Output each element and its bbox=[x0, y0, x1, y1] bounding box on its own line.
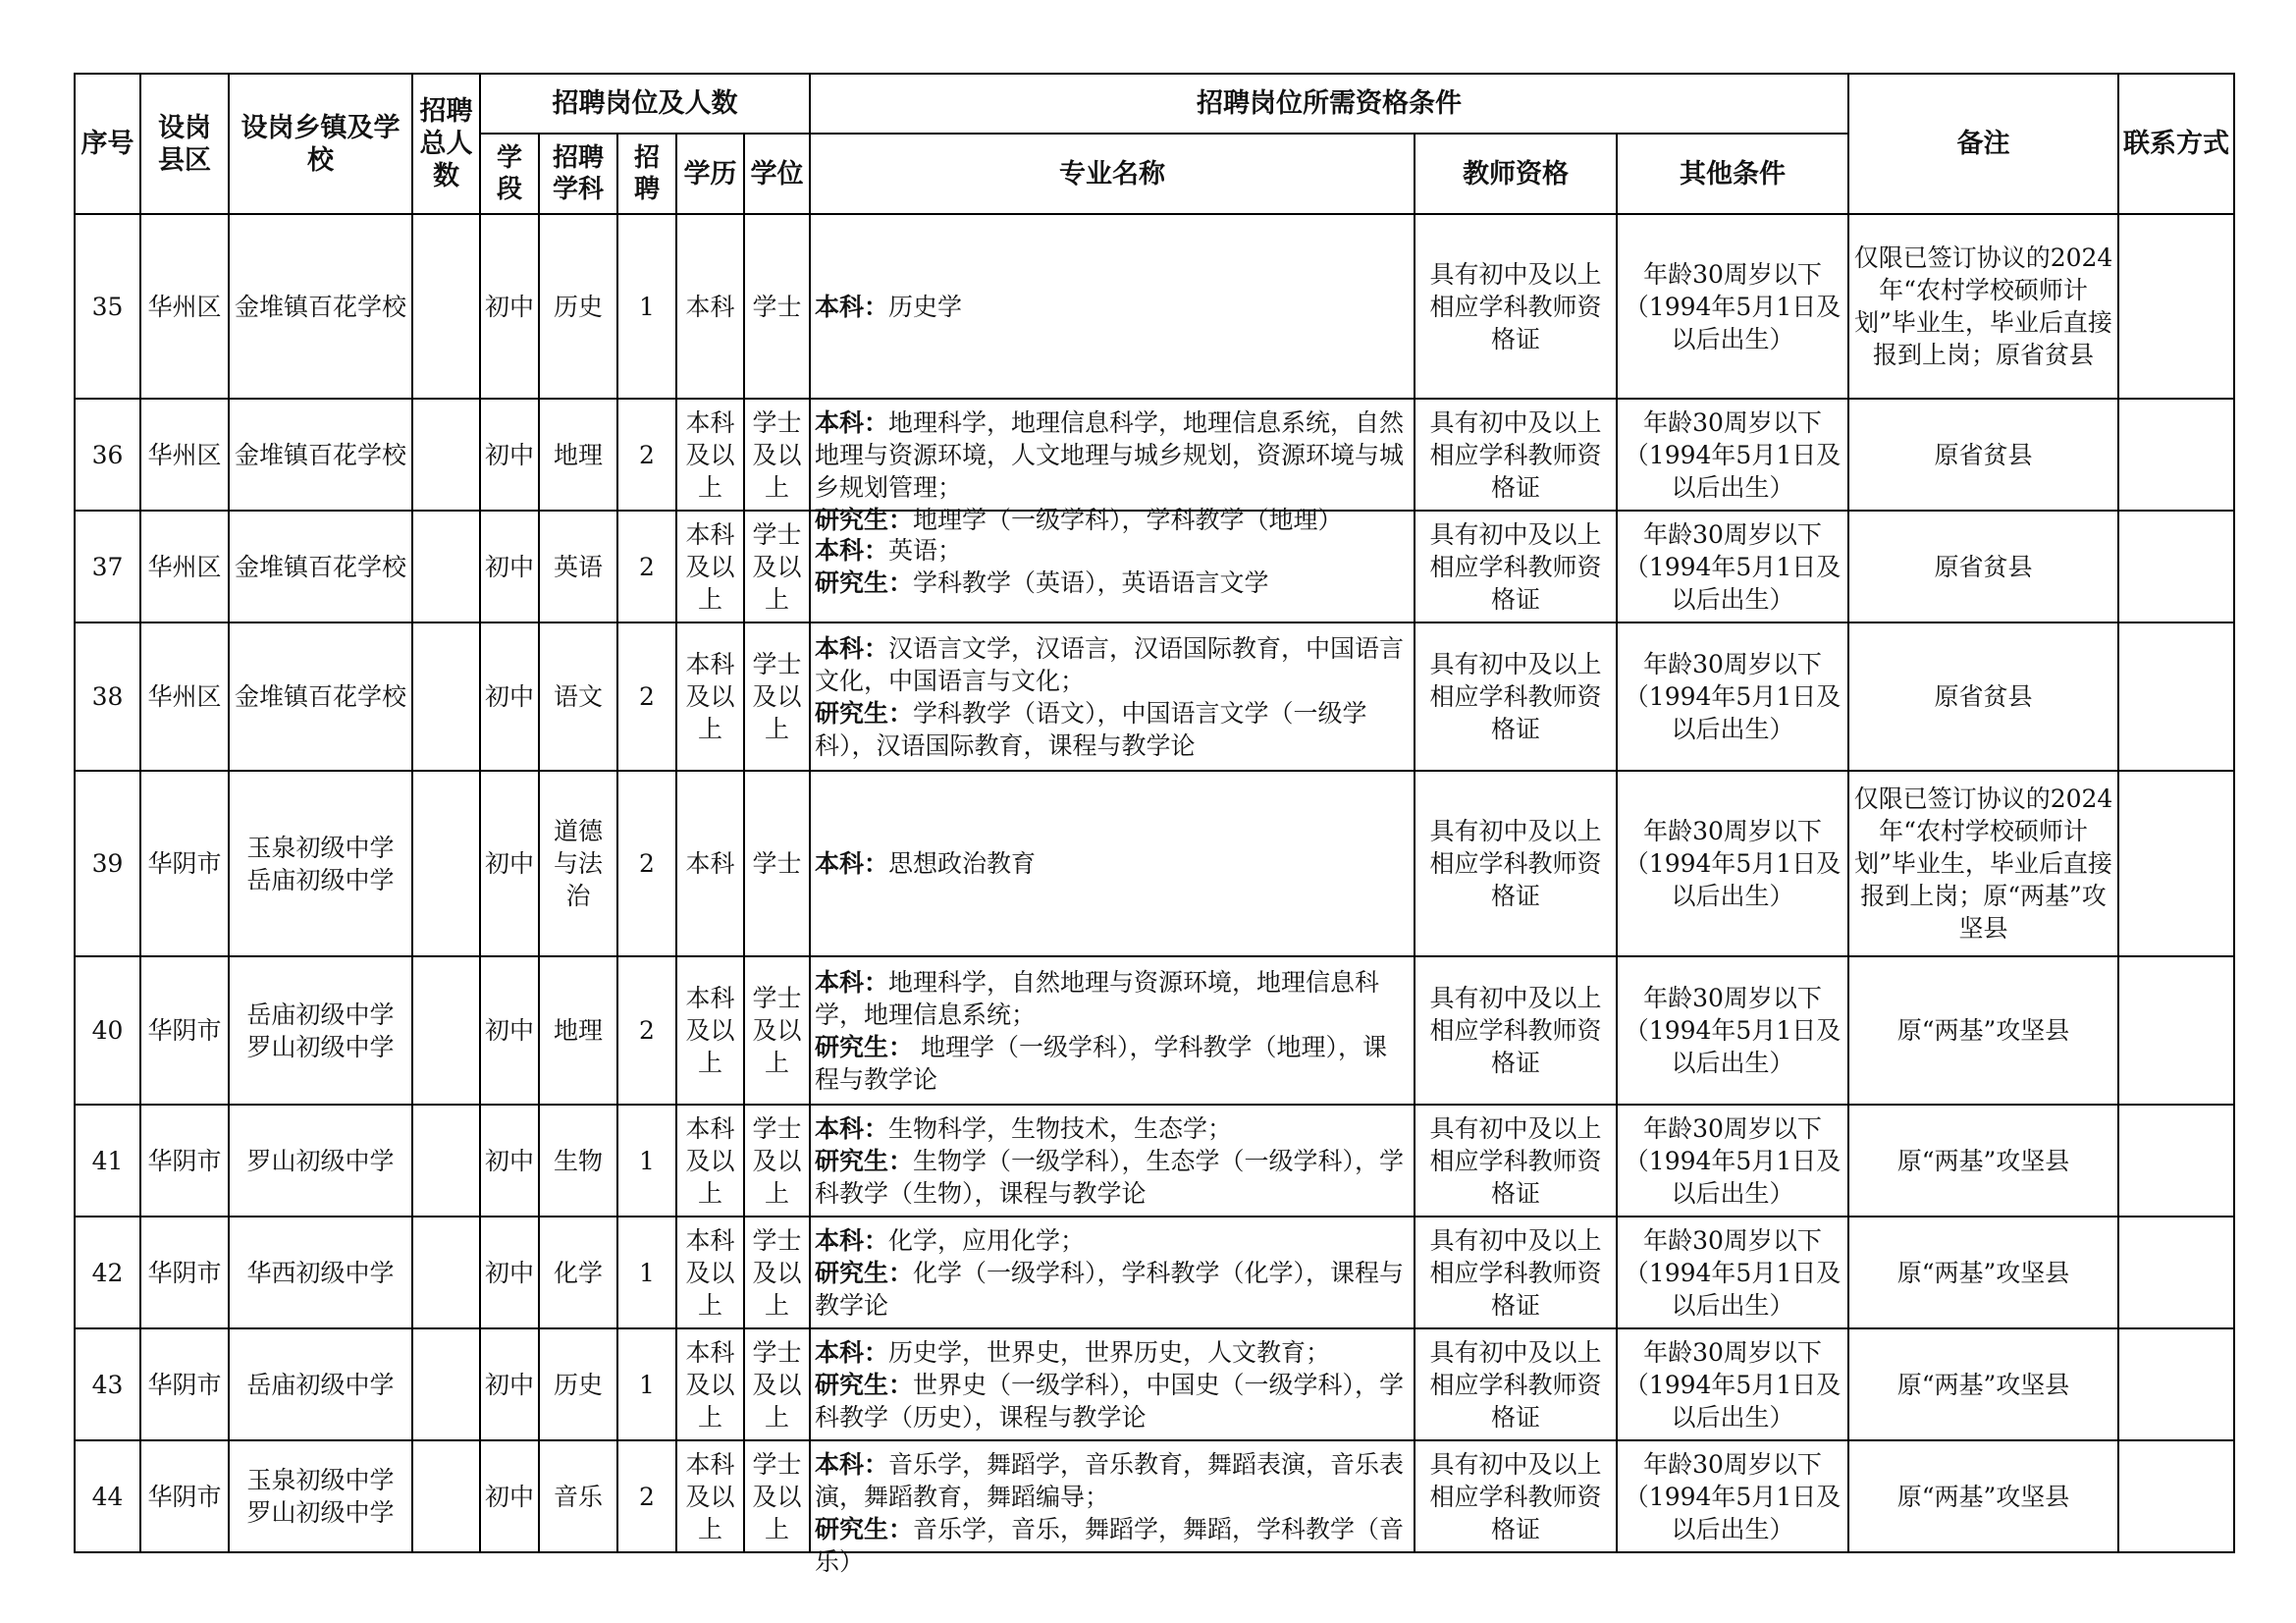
major-postgrad-label: 研究生： bbox=[815, 1370, 914, 1399]
major-postgrad-text: 生物学（一级学科），生态学（一级学科），学科教学（生物），课程与教学论 bbox=[815, 1146, 1405, 1208]
cell-school: 岳庙初级中学 罗山初级中学 bbox=[229, 956, 412, 1105]
cell-seq: 42 bbox=[75, 1217, 140, 1328]
major-undergrad-label: 本科： bbox=[815, 967, 889, 997]
major-postgrad-label: 研究生： bbox=[815, 505, 914, 534]
cell-other: 年龄30周岁以下（1994年5月1日及以后出生） bbox=[1617, 511, 1848, 622]
cell-teacher-cert: 具有初中及以上相应学科教师资格证 bbox=[1415, 214, 1617, 399]
cell-other: 年龄30周岁以下（1994年5月1日及以后出生） bbox=[1617, 1440, 1848, 1552]
cell-seq: 44 bbox=[75, 1440, 140, 1552]
cell-major bbox=[810, 956, 1415, 1105]
cell-total bbox=[412, 956, 480, 1105]
cell-subject: 音乐 bbox=[539, 1440, 617, 1552]
table-row bbox=[75, 399, 2234, 511]
col-header-teacher-cert: 教师资格 bbox=[1415, 134, 1617, 214]
cell-education: 本科及以上 bbox=[676, 399, 744, 511]
cell-education: 本科 bbox=[676, 214, 744, 399]
cell-remark: 仅限已签订协议的2024年“农村学校硕师计划”毕业生，毕业后直接报到上岗；原“两基”攻坚县 bbox=[1848, 771, 2118, 956]
cell-remark: 原省贫县 bbox=[1848, 399, 2118, 511]
cell-teacher-cert: 具有初中及以上相应学科教师资格证 bbox=[1415, 399, 1617, 511]
major-undergrad-label: 本科： bbox=[815, 536, 889, 565]
cell-county: 华阴市 bbox=[140, 1217, 229, 1328]
cell-contact bbox=[2118, 771, 2234, 956]
cell-major bbox=[810, 1440, 1415, 1576]
cell-major bbox=[810, 771, 1415, 956]
cell-contact bbox=[2118, 511, 2234, 622]
major-undergrad bbox=[815, 534, 1410, 567]
cell-total bbox=[412, 511, 480, 622]
cell-school: 金堆镇百花学校 bbox=[229, 622, 412, 771]
cell-total bbox=[412, 1105, 480, 1217]
cell-seq: 39 bbox=[75, 771, 140, 956]
major-undergrad-text: 化学，应用化学； bbox=[888, 1225, 1086, 1255]
col-header-seq: 序号 bbox=[75, 74, 140, 214]
cell-other: 年龄30周岁以下（1994年5月1日及以后出生） bbox=[1617, 399, 1848, 511]
cell-stage: 初中 bbox=[480, 956, 539, 1105]
major-postgrad bbox=[815, 1257, 1410, 1322]
major-postgrad bbox=[815, 697, 1410, 762]
cell-county: 华州区 bbox=[140, 214, 229, 399]
cell-teacher-cert: 具有初中及以上相应学科教师资格证 bbox=[1415, 1217, 1617, 1328]
cell-school: 金堆镇百花学校 bbox=[229, 511, 412, 622]
cell-subject: 语文 bbox=[539, 622, 617, 771]
table-row bbox=[75, 214, 2234, 399]
table-row bbox=[75, 1217, 2234, 1328]
col-header-school: 设岗乡镇及学校 bbox=[229, 74, 412, 214]
cell-school: 玉泉初级中学 岳庙初级中学 bbox=[229, 771, 412, 956]
cell-count: 1 bbox=[617, 1328, 676, 1440]
cell-education: 本科及以上 bbox=[676, 1217, 744, 1328]
cell-degree: 学士及以上 bbox=[744, 1105, 810, 1217]
cell-contact bbox=[2118, 1217, 2234, 1328]
major-undergrad-text: 音乐学，舞蹈学，音乐教育，舞蹈表演，音乐表演，舞蹈教育，舞蹈编导； bbox=[815, 1449, 1405, 1511]
cell-county: 华阴市 bbox=[140, 1328, 229, 1440]
major-postgrad bbox=[815, 1145, 1410, 1210]
cell-count: 2 bbox=[617, 771, 676, 956]
major-postgrad-label: 研究生： bbox=[815, 698, 914, 728]
cell-major bbox=[810, 622, 1415, 771]
cell-degree: 学士及以上 bbox=[744, 956, 810, 1105]
cell-school: 金堆镇百花学校 bbox=[229, 214, 412, 399]
cell-subject: 地理 bbox=[539, 399, 617, 511]
cell-seq: 43 bbox=[75, 1328, 140, 1440]
major-postgrad-text: 世界史（一级学科），中国史（一级学科），学科教学（历史），课程与教学论 bbox=[815, 1370, 1405, 1432]
cell-count: 2 bbox=[617, 511, 676, 622]
cell-teacher-cert: 具有初中及以上相应学科教师资格证 bbox=[1415, 956, 1617, 1105]
col-header-count: 招聘 bbox=[617, 134, 676, 214]
cell-remark: 原省贫县 bbox=[1848, 511, 2118, 622]
major-postgrad bbox=[815, 504, 1410, 536]
cell-count: 2 bbox=[617, 956, 676, 1105]
cell-remark: 原“两基”攻坚县 bbox=[1848, 1440, 2118, 1552]
cell-degree: 学士 bbox=[744, 771, 810, 956]
cell-contact bbox=[2118, 622, 2234, 771]
cell-major bbox=[810, 399, 1415, 534]
cell-count: 1 bbox=[617, 1217, 676, 1328]
cell-other: 年龄30周岁以下（1994年5月1日及以后出生） bbox=[1617, 1217, 1848, 1328]
cell-count: 2 bbox=[617, 622, 676, 771]
major-postgrad-label: 研究生： bbox=[815, 1258, 914, 1287]
cell-total bbox=[412, 1328, 480, 1440]
cell-county: 华阴市 bbox=[140, 1440, 229, 1552]
major-undergrad-label: 本科： bbox=[815, 849, 889, 878]
cell-school: 华西初级中学 bbox=[229, 1217, 412, 1328]
cell-degree: 学士及以上 bbox=[744, 1217, 810, 1328]
cell-seq: 38 bbox=[75, 622, 140, 771]
cell-other: 年龄30周岁以下（1994年5月1日及以后出生） bbox=[1617, 771, 1848, 956]
cell-contact bbox=[2118, 1328, 2234, 1440]
major-undergrad bbox=[815, 291, 1410, 323]
cell-other: 年龄30周岁以下（1994年5月1日及以后出生） bbox=[1617, 956, 1848, 1105]
major-postgrad-label: 研究生： bbox=[815, 1146, 914, 1175]
table-row bbox=[75, 622, 2234, 771]
major-postgrad-text: 化学（一级学科），学科教学（化学），课程与教学论 bbox=[815, 1258, 1405, 1320]
cell-county: 华阴市 bbox=[140, 956, 229, 1105]
cell-teacher-cert: 具有初中及以上相应学科教师资格证 bbox=[1415, 1105, 1617, 1217]
cell-seq: 40 bbox=[75, 956, 140, 1105]
cell-other: 年龄30周岁以下（1994年5月1日及以后出生） bbox=[1617, 1328, 1848, 1440]
cell-contact bbox=[2118, 399, 2234, 511]
cell-education: 本科及以上 bbox=[676, 511, 744, 622]
cell-stage: 初中 bbox=[480, 1440, 539, 1552]
major-undergrad bbox=[815, 406, 1410, 504]
col-header-other: 其他条件 bbox=[1617, 134, 1848, 214]
cell-stage: 初中 bbox=[480, 622, 539, 771]
cell-education: 本科及以上 bbox=[676, 1328, 744, 1440]
table-row bbox=[75, 771, 2234, 956]
cell-teacher-cert: 具有初中及以上相应学科教师资格证 bbox=[1415, 1440, 1617, 1552]
cell-total bbox=[412, 1440, 480, 1552]
major-undergrad-text: 历史学，世界史，世界历史，人文教育； bbox=[888, 1337, 1331, 1367]
cell-county: 华阴市 bbox=[140, 1105, 229, 1217]
cell-remark: 仅限已签订协议的2024年“农村学校硕师计划”毕业生，毕业后直接报到上岗；原省贫县 bbox=[1848, 214, 2118, 399]
cell-remark: 原“两基”攻坚县 bbox=[1848, 1105, 2118, 1217]
cell-other: 年龄30周岁以下（1994年5月1日及以后出生） bbox=[1617, 214, 1848, 399]
major-undergrad-text: 思想政治教育 bbox=[888, 849, 1037, 878]
major-undergrad bbox=[815, 1336, 1410, 1369]
major-undergrad-label: 本科： bbox=[815, 407, 889, 437]
major-postgrad bbox=[815, 567, 1410, 599]
cell-county: 华州区 bbox=[140, 511, 229, 622]
table-row bbox=[75, 1440, 2234, 1552]
cell-total bbox=[412, 622, 480, 771]
cell-education: 本科及以上 bbox=[676, 1105, 744, 1217]
major-undergrad bbox=[815, 1112, 1410, 1145]
cell-education: 本科 bbox=[676, 771, 744, 956]
cell-major bbox=[810, 214, 1415, 399]
major-postgrad-label: 研究生： bbox=[815, 568, 914, 597]
cell-stage: 初中 bbox=[480, 1105, 539, 1217]
cell-major bbox=[810, 1105, 1415, 1217]
table-row bbox=[75, 956, 2234, 1105]
cell-school: 岳庙初级中学 bbox=[229, 1328, 412, 1440]
cell-degree: 学士及以上 bbox=[744, 1328, 810, 1440]
cell-contact bbox=[2118, 956, 2234, 1105]
col-header-stage: 学段 bbox=[480, 134, 539, 214]
cell-subject: 生物 bbox=[539, 1105, 617, 1217]
cell-subject: 历史 bbox=[539, 1328, 617, 1440]
cell-count: 2 bbox=[617, 399, 676, 511]
cell-teacher-cert: 具有初中及以上相应学科教师资格证 bbox=[1415, 1328, 1617, 1440]
cell-contact bbox=[2118, 1105, 2234, 1217]
cell-total bbox=[412, 399, 480, 511]
cell-subject: 地理 bbox=[539, 956, 617, 1105]
major-undergrad-text: 英语； bbox=[888, 536, 963, 565]
cell-stage: 初中 bbox=[480, 1328, 539, 1440]
col-header-contact: 联系方式 bbox=[2118, 74, 2234, 214]
cell-school: 罗山初级中学 bbox=[229, 1105, 412, 1217]
cell-school: 玉泉初级中学 罗山初级中学 bbox=[229, 1440, 412, 1552]
major-postgrad-text: 学科教学（英语），英语语言文学 bbox=[913, 568, 1269, 597]
recruitment-table bbox=[74, 73, 2235, 1576]
cell-stage: 初中 bbox=[480, 214, 539, 399]
cell-degree: 学士及以上 bbox=[744, 1440, 810, 1552]
cell-other: 年龄30周岁以下（1994年5月1日及以后出生） bbox=[1617, 622, 1848, 771]
col-header-total: 招聘总人数 bbox=[412, 74, 480, 214]
major-postgrad bbox=[815, 1031, 1410, 1096]
cell-subject: 历史 bbox=[539, 214, 617, 399]
table-row bbox=[75, 1105, 2234, 1217]
col-header-subject: 招聘学科 bbox=[539, 134, 617, 214]
major-undergrad bbox=[815, 966, 1410, 1031]
cell-total bbox=[412, 214, 480, 399]
cell-major bbox=[810, 1328, 1415, 1440]
major-postgrad-label: 研究生： bbox=[815, 1514, 914, 1543]
col-group-positions: 招聘岗位及人数 bbox=[480, 74, 810, 134]
major-undergrad bbox=[815, 1224, 1410, 1257]
cell-major bbox=[810, 1217, 1415, 1328]
col-header-degree: 学位 bbox=[744, 134, 810, 214]
cell-school: 金堆镇百花学校 bbox=[229, 399, 412, 511]
col-header-major: 专业名称 bbox=[810, 134, 1415, 214]
cell-county: 华州区 bbox=[140, 622, 229, 771]
cell-contact bbox=[2118, 1440, 2234, 1552]
major-postgrad-label: 研究生： bbox=[815, 1032, 914, 1061]
major-undergrad-text: 汉语言文学，汉语言，汉语国际教育，中国语言文化，中国语言与文化； bbox=[815, 633, 1405, 695]
major-undergrad-label: 本科： bbox=[815, 633, 889, 663]
major-undergrad-text: 生物科学，生物技术，生态学； bbox=[888, 1113, 1233, 1143]
cell-education: 本科及以上 bbox=[676, 956, 744, 1105]
major-postgrad-text: 地理学（一级学科），学科教学（地理） bbox=[913, 505, 1343, 534]
cell-seq: 36 bbox=[75, 399, 140, 511]
major-undergrad-text: 历史学 bbox=[888, 292, 963, 321]
cell-degree: 学士及以上 bbox=[744, 622, 810, 771]
col-header-remark: 备注 bbox=[1848, 74, 2118, 214]
cell-seq: 37 bbox=[75, 511, 140, 622]
major-undergrad-label: 本科： bbox=[815, 1113, 889, 1143]
cell-teacher-cert: 具有初中及以上相应学科教师资格证 bbox=[1415, 622, 1617, 771]
cell-stage: 初中 bbox=[480, 511, 539, 622]
table-row bbox=[75, 1328, 2234, 1440]
major-undergrad bbox=[815, 632, 1410, 697]
cell-count: 1 bbox=[617, 1105, 676, 1217]
cell-teacher-cert: 具有初中及以上相应学科教师资格证 bbox=[1415, 771, 1617, 956]
cell-stage: 初中 bbox=[480, 771, 539, 956]
cell-county: 华州区 bbox=[140, 399, 229, 511]
cell-county: 华阴市 bbox=[140, 771, 229, 956]
major-undergrad-label: 本科： bbox=[815, 292, 889, 321]
major-undergrad-text: 地理科学，自然地理与资源环境，地理信息科学，地理信息系统； bbox=[815, 967, 1380, 1029]
cell-contact bbox=[2118, 214, 2234, 399]
cell-education: 本科及以上 bbox=[676, 622, 744, 771]
cell-degree: 学士 bbox=[744, 214, 810, 399]
cell-remark: 原“两基”攻坚县 bbox=[1848, 956, 2118, 1105]
cell-stage: 初中 bbox=[480, 1217, 539, 1328]
cell-total bbox=[412, 1217, 480, 1328]
major-undergrad bbox=[815, 847, 1410, 880]
cell-remark: 原“两基”攻坚县 bbox=[1848, 1328, 2118, 1440]
cell-count: 2 bbox=[617, 1440, 676, 1552]
cell-education: 本科及以上 bbox=[676, 1440, 744, 1552]
major-undergrad-text: 地理科学，地理信息科学，地理信息系统，自然地理与资源环境，人文地理与城乡规划，资源环境与城乡规划管理； bbox=[815, 407, 1405, 502]
major-undergrad-label: 本科： bbox=[815, 1449, 889, 1479]
cell-seq: 41 bbox=[75, 1105, 140, 1217]
cell-teacher-cert: 具有初中及以上相应学科教师资格证 bbox=[1415, 511, 1617, 622]
major-postgrad bbox=[815, 1513, 1410, 1578]
major-undergrad-label: 本科： bbox=[815, 1337, 889, 1367]
cell-other: 年龄30周岁以下（1994年5月1日及以后出生） bbox=[1617, 1105, 1848, 1217]
major-postgrad bbox=[815, 1369, 1410, 1434]
major-postgrad-text: 地理学（一级学科），学科教学（地理），课程与教学论 bbox=[815, 1032, 1387, 1094]
major-postgrad-text: 学科教学（语文），中国语言文学（一级学科），汉语国际教育，课程与教学论 bbox=[815, 698, 1367, 760]
cell-stage: 初中 bbox=[480, 399, 539, 511]
cell-subject: 英语 bbox=[539, 511, 617, 622]
major-undergrad-label: 本科： bbox=[815, 1225, 889, 1255]
major-undergrad bbox=[815, 1448, 1410, 1513]
col-header-education: 学历 bbox=[676, 134, 744, 214]
cell-subject: 化学 bbox=[539, 1217, 617, 1328]
major-postgrad-text: 音乐学，音乐，舞蹈学，舞蹈，学科教学（音乐） bbox=[815, 1514, 1405, 1576]
cell-degree: 学士及以上 bbox=[744, 399, 810, 511]
cell-seq: 35 bbox=[75, 214, 140, 399]
cell-degree: 学士及以上 bbox=[744, 511, 810, 622]
col-header-county: 设岗县区 bbox=[140, 74, 229, 214]
cell-subject: 道德与法治 bbox=[539, 771, 617, 956]
cell-total bbox=[412, 771, 480, 956]
cell-count: 1 bbox=[617, 214, 676, 399]
cell-remark: 原“两基”攻坚县 bbox=[1848, 1217, 2118, 1328]
col-group-qualifications: 招聘岗位所需资格条件 bbox=[810, 74, 1848, 134]
cell-remark: 原省贫县 bbox=[1848, 622, 2118, 771]
